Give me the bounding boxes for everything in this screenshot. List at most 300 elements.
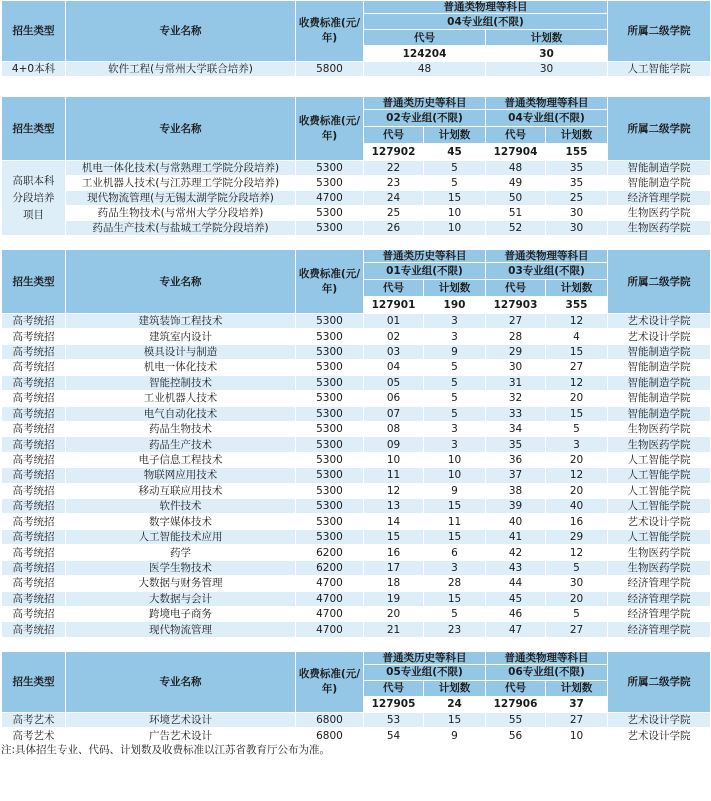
type-cell: 高考统招 xyxy=(2,529,66,544)
plan-cell: 9 xyxy=(424,483,486,498)
header-college: 所属二级学院 xyxy=(608,651,711,712)
plan-label: 计划数 xyxy=(424,280,486,297)
college-cell: 人工智能学院 xyxy=(608,483,711,498)
type-cell: 高考统招 xyxy=(2,391,66,406)
code-cell: 48 xyxy=(486,161,546,176)
major-name: 大数据与会计 xyxy=(66,591,296,606)
plan-cell: 5 xyxy=(546,421,608,436)
college-cell: 艺术设计学院 xyxy=(608,728,711,744)
plan-cell: 15 xyxy=(546,344,608,359)
plan-cell: 15 xyxy=(424,712,486,728)
fee-cell: 5300 xyxy=(296,437,364,452)
type-cell: 高考艺术 xyxy=(2,712,66,728)
fee-cell: 5300 xyxy=(296,391,364,406)
college-cell: 经济管理学院 xyxy=(608,576,711,591)
type-cell: 高考统招 xyxy=(2,545,66,560)
header-type: 招生类型 xyxy=(2,97,66,161)
group-line2: 06专业组(不限) xyxy=(486,664,608,680)
type-cell: 高考统招 xyxy=(2,468,66,483)
header-college: 所属二级学院 xyxy=(608,97,711,161)
major-name: 药品生物技术(与常州大学分段培养) xyxy=(66,206,296,221)
code-cell: 28 xyxy=(486,329,546,344)
group-line2: 02专业组(不限) xyxy=(364,110,486,127)
fee-cell: 4700 xyxy=(296,191,364,206)
plan-cell: 12 xyxy=(546,314,608,329)
code-label: 代号 xyxy=(486,127,546,144)
code-cell: 17 xyxy=(364,560,424,575)
table-row xyxy=(2,529,711,544)
major-name: 模具设计与制造 xyxy=(66,344,296,359)
fee-cell: 6800 xyxy=(296,728,364,744)
plan-cell: 15 xyxy=(424,191,486,206)
major-name: 建筑装饰工程技术 xyxy=(66,314,296,329)
table-row xyxy=(2,483,711,498)
type-cell: 高考统招 xyxy=(2,375,66,390)
major-name: 机电一体化技术 xyxy=(66,360,296,375)
college-cell: 生物医药学院 xyxy=(608,221,711,236)
fee-cell: 6200 xyxy=(296,545,364,560)
plan-cell: 5 xyxy=(424,176,486,191)
group-line2: 04专业组(不限) xyxy=(486,110,608,127)
code-cell: 06 xyxy=(364,391,424,406)
code-cell: 56 xyxy=(486,728,546,744)
code-cell: 25 xyxy=(364,206,424,221)
code-cell: 50 xyxy=(486,191,546,206)
plan-cell: 10 xyxy=(424,221,486,236)
plan-cell: 10 xyxy=(424,452,486,467)
type-cell: 高考统招 xyxy=(2,452,66,467)
plan-cell: 23 xyxy=(424,622,486,637)
major-name: 药品生产技术(与盐城工学院分段培养) xyxy=(66,221,296,236)
code-cell: 13 xyxy=(364,499,424,514)
footnote: 注:具体招生专业、代码、计划数及收费标准以江苏省教育厅公布为准。 xyxy=(1,743,331,756)
fee-cell: 6800 xyxy=(296,712,364,728)
plan-cell: 27 xyxy=(546,712,608,728)
header-fee: 收费标准(元/年) xyxy=(296,97,364,161)
group-plan-total: 24 xyxy=(424,696,486,712)
group-plan-total: 45 xyxy=(424,144,486,161)
code-cell: 42 xyxy=(486,545,546,560)
code-cell: 54 xyxy=(364,728,424,744)
group-code: 127901 xyxy=(364,297,424,314)
code-cell: 40 xyxy=(486,514,546,529)
college-cell: 艺术设计学院 xyxy=(608,329,711,344)
plan-label: 计划数 xyxy=(424,127,486,144)
table-row xyxy=(2,344,711,359)
major-name: 药学 xyxy=(66,545,296,560)
major-name: 人工智能技术应用 xyxy=(66,529,296,544)
code-cell: 01 xyxy=(364,314,424,329)
code-cell: 14 xyxy=(364,514,424,529)
group-line2: 05专业组(不限) xyxy=(364,664,486,680)
fee-cell: 5300 xyxy=(296,468,364,483)
type-cell: 高考统招 xyxy=(2,344,66,359)
group-plan-total: 37 xyxy=(546,696,608,712)
fee-cell: 5300 xyxy=(296,360,364,375)
major-name: 药品生物技术 xyxy=(66,421,296,436)
code-label: 代号 xyxy=(486,680,546,696)
major-name: 建筑室内设计 xyxy=(66,329,296,344)
type-cell: 高考统招 xyxy=(2,499,66,514)
code-cell: 12 xyxy=(364,483,424,498)
plan-cell: 5 xyxy=(546,560,608,575)
plan-cell: 9 xyxy=(424,728,486,744)
table-row xyxy=(2,62,711,77)
section-table xyxy=(1,96,711,236)
table-row xyxy=(2,452,711,467)
type-cell: 高考统招 xyxy=(2,607,66,622)
college-cell: 生物医药学院 xyxy=(608,560,711,575)
table-row xyxy=(2,468,711,483)
fee-cell: 5300 xyxy=(296,406,364,421)
plan-cell: 20 xyxy=(546,591,608,606)
code-cell: 09 xyxy=(364,437,424,452)
plan-cell: 30 xyxy=(546,221,608,236)
group-line1: 普通类物理等科目 xyxy=(364,1,608,14)
code-cell: 02 xyxy=(364,329,424,344)
group-line2: 01专业组(不限) xyxy=(364,263,486,280)
code-cell: 16 xyxy=(364,545,424,560)
table-row xyxy=(2,437,711,452)
code-label: 代号 xyxy=(486,280,546,297)
plan-cell: 30 xyxy=(546,576,608,591)
college-cell: 生物医药学院 xyxy=(608,206,711,221)
plan-cell: 9 xyxy=(424,344,486,359)
code-cell: 07 xyxy=(364,406,424,421)
table-row xyxy=(2,560,711,575)
fee-cell: 5300 xyxy=(296,221,364,236)
plan-cell: 3 xyxy=(424,437,486,452)
table-row xyxy=(2,314,711,329)
college-cell: 智能制造学院 xyxy=(608,391,711,406)
code-label: 代号 xyxy=(364,30,486,46)
plan-cell: 12 xyxy=(546,468,608,483)
college-cell: 智能制造学院 xyxy=(608,406,711,421)
code-cell: 30 xyxy=(486,360,546,375)
group-code: 127903 xyxy=(486,297,546,314)
major-name: 物联网应用技术 xyxy=(66,468,296,483)
plan-cell: 40 xyxy=(546,499,608,514)
code-cell: 22 xyxy=(364,161,424,176)
plan-label: 计划数 xyxy=(424,680,486,696)
table-row xyxy=(2,576,711,591)
code-cell: 37 xyxy=(486,468,546,483)
group-plan-total: 190 xyxy=(424,297,486,314)
plan-cell: 27 xyxy=(546,622,608,637)
plan-cell: 4 xyxy=(546,329,608,344)
plan-cell: 3 xyxy=(546,437,608,452)
table-row xyxy=(2,329,711,344)
major-name: 医学生物技术 xyxy=(66,560,296,575)
header-fee: 收费标准(元/年) xyxy=(296,1,364,62)
group-line1: 普通类物理等科目 xyxy=(486,250,608,263)
table-row xyxy=(2,391,711,406)
plan-cell: 3 xyxy=(424,329,486,344)
code-cell: 38 xyxy=(486,483,546,498)
plan-label: 计划数 xyxy=(546,127,608,144)
fee-cell: 6200 xyxy=(296,560,364,575)
college-cell: 生物医药学院 xyxy=(608,421,711,436)
fee-cell: 5300 xyxy=(296,314,364,329)
group-line2: 04专业组(不限) xyxy=(364,14,608,30)
table-row xyxy=(2,514,711,529)
plan-cell: 5 xyxy=(424,406,486,421)
table-row xyxy=(2,591,711,606)
college-cell: 经济管理学院 xyxy=(608,191,711,206)
header-major-name: 专业名称 xyxy=(66,1,296,62)
code-cell: 45 xyxy=(486,591,546,606)
header-fee: 收费标准(元/年) xyxy=(296,250,364,314)
code-cell: 46 xyxy=(486,607,546,622)
college-cell: 智能制造学院 xyxy=(608,360,711,375)
group-code: 127904 xyxy=(486,144,546,161)
code-cell: 23 xyxy=(364,176,424,191)
header-type: 招生类型 xyxy=(2,651,66,712)
plan-label: 计划数 xyxy=(546,280,608,297)
table-row xyxy=(2,161,711,176)
college-cell: 智能制造学院 xyxy=(608,344,711,359)
type-merged: 高职本科分段培养项目 xyxy=(2,161,66,236)
code-cell: 32 xyxy=(486,391,546,406)
section-table xyxy=(1,249,711,638)
type-cell: 高考统招 xyxy=(2,560,66,575)
major-name: 药品生产技术 xyxy=(66,437,296,452)
code-cell: 29 xyxy=(486,344,546,359)
table-row xyxy=(2,421,711,436)
plan-cell: 6 xyxy=(424,545,486,560)
group-code: 124204 xyxy=(364,46,486,62)
plan-cell: 3 xyxy=(424,314,486,329)
fee-cell: 5800 xyxy=(296,62,364,77)
major-name: 现代物流管理 xyxy=(66,622,296,637)
table-row xyxy=(2,712,711,728)
major-name: 移动互联应用技术 xyxy=(66,483,296,498)
college-cell: 生物医药学院 xyxy=(608,437,711,452)
table-row xyxy=(2,191,711,206)
group-line2: 03专业组(不限) xyxy=(486,263,608,280)
plan-cell: 15 xyxy=(424,591,486,606)
fee-cell: 4700 xyxy=(296,607,364,622)
plan-cell: 20 xyxy=(546,391,608,406)
plan-cell: 35 xyxy=(546,176,608,191)
major-name: 现代物流管理(与无锡太湖学院分段培养) xyxy=(66,191,296,206)
type-cell: 高考统招 xyxy=(2,622,66,637)
plan-cell: 29 xyxy=(546,529,608,544)
code-cell: 39 xyxy=(486,499,546,514)
college-cell: 经济管理学院 xyxy=(608,622,711,637)
major-name: 跨境电子商务 xyxy=(66,607,296,622)
fee-cell: 5300 xyxy=(296,499,364,514)
plan-cell: 10 xyxy=(424,468,486,483)
header-major-name: 专业名称 xyxy=(66,651,296,712)
header-major-name: 专业名称 xyxy=(66,250,296,314)
type-cell: 高考统招 xyxy=(2,360,66,375)
code-cell: 55 xyxy=(486,712,546,728)
major-name: 数字媒体技术 xyxy=(66,514,296,529)
code-cell: 08 xyxy=(364,421,424,436)
code-cell: 24 xyxy=(364,191,424,206)
code-cell: 11 xyxy=(364,468,424,483)
group-line1: 普通类历史等科目 xyxy=(364,250,486,263)
plan-cell: 3 xyxy=(424,421,486,436)
fee-cell: 4700 xyxy=(296,591,364,606)
college-cell: 人工智能学院 xyxy=(608,468,711,483)
major-name: 环境艺术设计 xyxy=(66,712,296,728)
plan-cell: 15 xyxy=(546,406,608,421)
plan-cell: 28 xyxy=(424,576,486,591)
type-cell: 高考统招 xyxy=(2,421,66,436)
type-cell: 高考统招 xyxy=(2,483,66,498)
type-cell: 高考统招 xyxy=(2,437,66,452)
table-row xyxy=(2,607,711,622)
code-cell: 19 xyxy=(364,591,424,606)
table-row xyxy=(2,545,711,560)
major-name: 电气自动化技术 xyxy=(66,406,296,421)
code-cell: 52 xyxy=(486,221,546,236)
plan-cell: 5 xyxy=(424,161,486,176)
group-line1: 普通类物理等科目 xyxy=(486,97,608,110)
plan-cell: 20 xyxy=(546,452,608,467)
major-name: 电子信息工程技术 xyxy=(66,452,296,467)
fee-cell: 4700 xyxy=(296,622,364,637)
major-name: 大数据与财务管理 xyxy=(66,576,296,591)
table-row xyxy=(2,375,711,390)
college-cell: 智能制造学院 xyxy=(608,161,711,176)
table-row xyxy=(2,176,711,191)
fee-cell: 5300 xyxy=(296,483,364,498)
header-college: 所属二级学院 xyxy=(608,1,711,62)
type-cell: 高考统招 xyxy=(2,406,66,421)
code-cell: 44 xyxy=(486,576,546,591)
fee-cell: 5300 xyxy=(296,206,364,221)
code-cell: 27 xyxy=(486,314,546,329)
fee-cell: 4700 xyxy=(296,576,364,591)
fee-cell: 5300 xyxy=(296,344,364,359)
code-cell: 36 xyxy=(486,452,546,467)
plan-cell: 25 xyxy=(546,191,608,206)
section-table xyxy=(1,651,711,744)
plan-cell: 20 xyxy=(546,483,608,498)
plan-cell: 5 xyxy=(424,391,486,406)
group-plan-total: 30 xyxy=(486,46,608,62)
fee-cell: 5300 xyxy=(296,514,364,529)
group-code: 127905 xyxy=(364,696,424,712)
header-fee: 收费标准(元/年) xyxy=(296,651,364,712)
college-cell: 智能制造学院 xyxy=(608,176,711,191)
college-cell: 智能制造学院 xyxy=(608,375,711,390)
plan-cell: 10 xyxy=(546,728,608,744)
code-cell: 43 xyxy=(486,560,546,575)
plan-cell: 15 xyxy=(424,529,486,544)
plan-cell: 5 xyxy=(424,607,486,622)
code-label: 代号 xyxy=(364,127,424,144)
section-table xyxy=(1,0,711,77)
type-cell: 高考艺术 xyxy=(2,728,66,744)
fee-cell: 5300 xyxy=(296,176,364,191)
code-cell: 04 xyxy=(364,360,424,375)
plan-label: 计划数 xyxy=(546,680,608,696)
plan-label: 计划数 xyxy=(486,30,608,46)
code-cell: 03 xyxy=(364,344,424,359)
major-name: 工业机器人技术(与江苏理工学院分段培养) xyxy=(66,176,296,191)
college-cell: 人工智能学院 xyxy=(608,529,711,544)
header-type: 招生类型 xyxy=(2,250,66,314)
fee-cell: 5300 xyxy=(296,329,364,344)
group-plan-total: 355 xyxy=(546,297,608,314)
group-code: 127906 xyxy=(486,696,546,712)
major-name: 智能控制技术 xyxy=(66,375,296,390)
type-cell: 4+0本科 xyxy=(2,62,66,77)
code-cell: 26 xyxy=(364,221,424,236)
code-cell: 21 xyxy=(364,622,424,637)
code-cell: 15 xyxy=(364,529,424,544)
college-cell: 经济管理学院 xyxy=(608,591,711,606)
fee-cell: 5300 xyxy=(296,375,364,390)
fee-cell: 5300 xyxy=(296,421,364,436)
code-cell: 48 xyxy=(364,62,486,77)
plan-cell: 35 xyxy=(546,161,608,176)
code-cell: 47 xyxy=(486,622,546,637)
header-type: 招生类型 xyxy=(2,1,66,62)
code-label: 代号 xyxy=(364,680,424,696)
code-cell: 51 xyxy=(486,206,546,221)
major-name: 工业机器人技术 xyxy=(66,391,296,406)
code-cell: 33 xyxy=(486,406,546,421)
plan-cell: 15 xyxy=(424,499,486,514)
major-name: 软件技术 xyxy=(66,499,296,514)
table-row xyxy=(2,221,711,236)
plan-cell: 16 xyxy=(546,514,608,529)
code-label: 代号 xyxy=(364,280,424,297)
table-row xyxy=(2,499,711,514)
code-cell: 49 xyxy=(486,176,546,191)
college-cell: 经济管理学院 xyxy=(608,607,711,622)
group-line1: 普通类历史等科目 xyxy=(364,97,486,110)
fee-cell: 5300 xyxy=(296,161,364,176)
plan-cell: 3 xyxy=(424,560,486,575)
code-cell: 18 xyxy=(364,576,424,591)
code-cell: 05 xyxy=(364,375,424,390)
plan-cell: 30 xyxy=(546,206,608,221)
major-name: 机电一体化技术(与常熟理工学院分段培养) xyxy=(66,161,296,176)
plan-cell: 5 xyxy=(424,375,486,390)
plan-cell: 5 xyxy=(424,360,486,375)
type-cell: 高考统招 xyxy=(2,314,66,329)
plan-cell: 10 xyxy=(424,206,486,221)
code-cell: 31 xyxy=(486,375,546,390)
group-code: 127902 xyxy=(364,144,424,161)
table-row xyxy=(2,728,711,744)
header-major-name: 专业名称 xyxy=(66,97,296,161)
table-row xyxy=(2,406,711,421)
code-cell: 34 xyxy=(486,421,546,436)
college-cell: 人工智能学院 xyxy=(608,452,711,467)
fee-cell: 5300 xyxy=(296,529,364,544)
table-row xyxy=(2,360,711,375)
code-cell: 41 xyxy=(486,529,546,544)
college-cell: 艺术设计学院 xyxy=(608,514,711,529)
group-plan-total: 155 xyxy=(546,144,608,161)
plan-cell: 30 xyxy=(486,62,608,77)
code-cell: 53 xyxy=(364,712,424,728)
plan-cell: 27 xyxy=(546,360,608,375)
plan-cell: 11 xyxy=(424,514,486,529)
college-cell: 人工智能学院 xyxy=(608,62,711,77)
code-cell: 10 xyxy=(364,452,424,467)
plan-cell: 5 xyxy=(546,607,608,622)
college-cell: 生物医药学院 xyxy=(608,545,711,560)
type-cell: 高考统招 xyxy=(2,329,66,344)
